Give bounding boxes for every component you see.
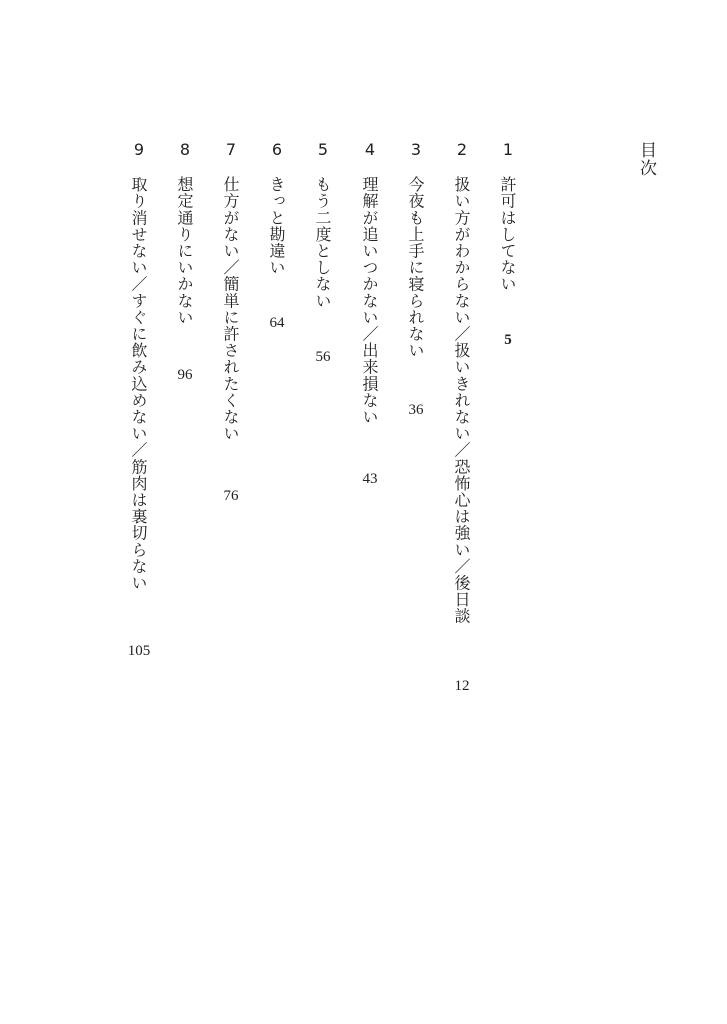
chapter-6-number: 6 [271, 140, 283, 159]
chapter-1-number: 1 [502, 140, 514, 159]
chapter-2-number: 2 [456, 140, 468, 159]
chapter-5-page[interactable]: 56 [315, 349, 331, 365]
chapter-3-number: 3 [410, 140, 422, 159]
chapter-7-page[interactable]: 76 [223, 488, 239, 504]
chapter-4-title[interactable]: 理解が追いつかない／出来損ない [360, 176, 379, 425]
chapter-9-page[interactable]: 105 [127, 643, 151, 659]
chapter-6-page[interactable]: 64 [269, 315, 285, 331]
chapter-8-page[interactable]: 96 [177, 367, 193, 383]
chapter-2-title[interactable]: 扱い方がわからない／扱いきれない／恐怖心は強い／後日談 [452, 176, 471, 625]
chapter-5-number: 5 [317, 140, 329, 159]
toc-heading: 目次 [636, 141, 656, 177]
chapter-9-number: 9 [133, 140, 145, 159]
chapter-4-number: 4 [364, 140, 376, 159]
chapter-4-page[interactable]: 43 [362, 471, 378, 487]
chapter-8-title[interactable]: 想定通りにいかない [175, 176, 194, 326]
chapter-3-title[interactable]: 今夜も上手に寝られない [406, 176, 425, 359]
chapter-2-page[interactable]: 12 [454, 678, 470, 694]
chapter-8-number: 8 [179, 140, 191, 159]
chapter-1-page[interactable]: 5 [504, 332, 512, 348]
chapter-3-page[interactable]: 36 [408, 402, 424, 418]
chapter-7-number: 7 [225, 140, 237, 159]
chapter-5-title[interactable]: もう二度としない [313, 176, 332, 309]
chapter-9-title[interactable]: 取り消せない／すぐに飲み込めない／筋肉は裏切らない [129, 176, 148, 591]
chapter-1-title[interactable]: 許可はしてない [498, 176, 517, 293]
chapter-7-title[interactable]: 仕方がない／簡単に許されたくない [221, 176, 240, 442]
chapter-6-title[interactable]: きっと勘違い [267, 176, 286, 276]
